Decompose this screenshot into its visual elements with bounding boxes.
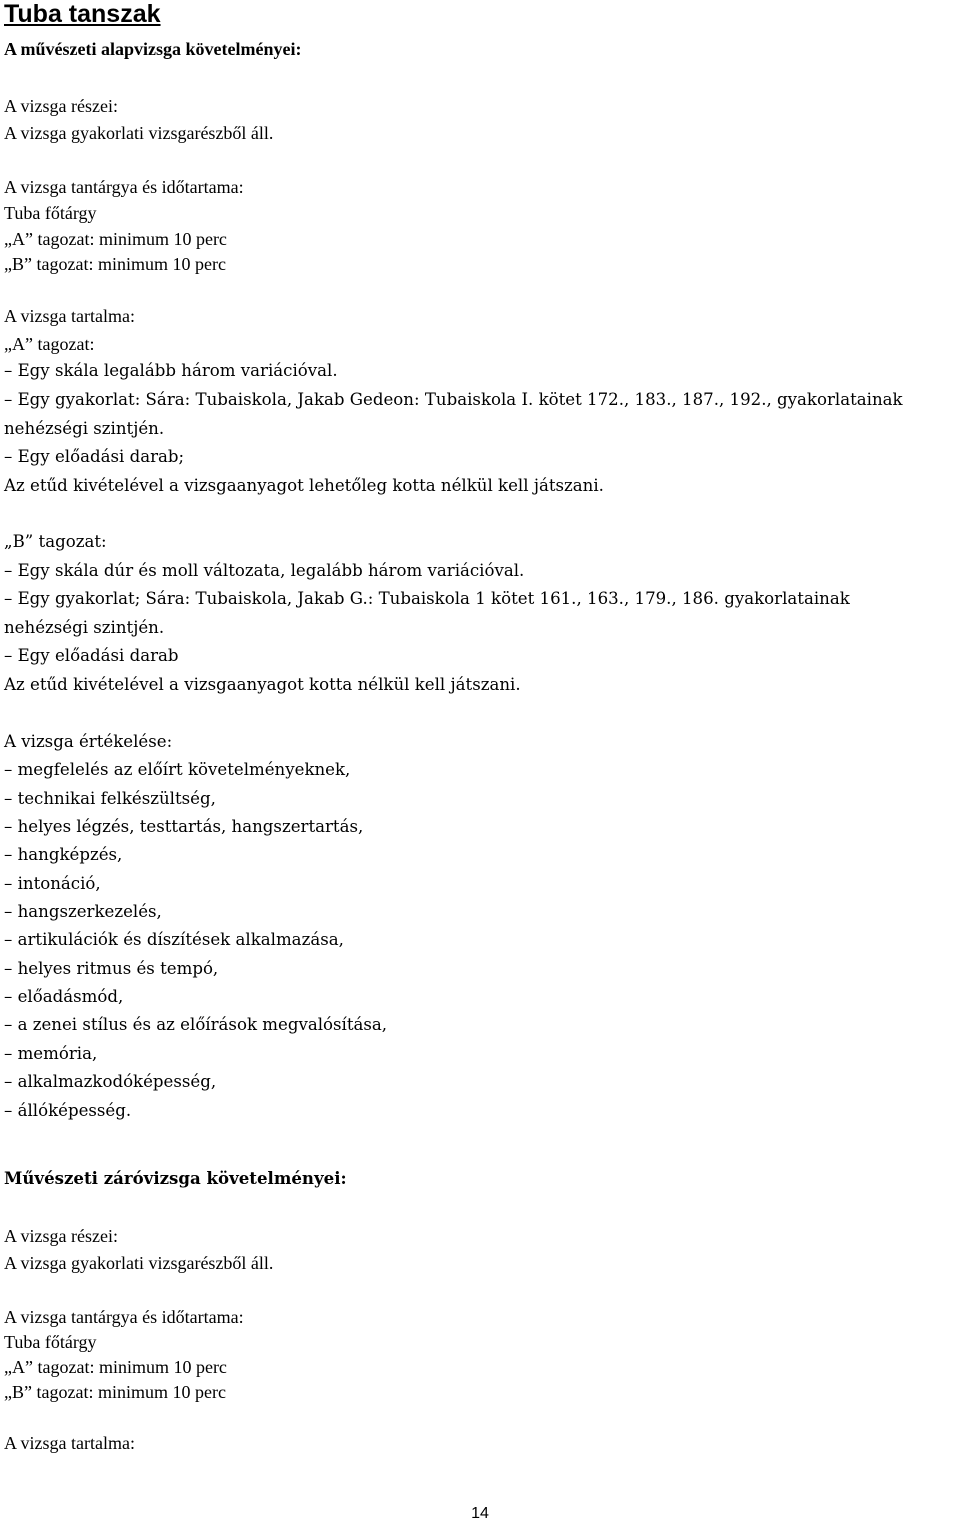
- a-item: – Egy gyakorlat: Sára: Tubaiskola, Jakab Gedeon: Tubaiskola I. kötet 172., 183., 187., 192., gyakorlatainak: [4, 390, 903, 409]
- evaluation-item: – hangszerkezelés,: [4, 902, 162, 921]
- exam-subject-name: Tuba főtárgy: [4, 1332, 97, 1352]
- b-tagozat-duration: „B” tagozat: minimum 10 perc: [4, 1382, 226, 1402]
- evaluation-item: – megfelelés az előírt követelményeknek,: [4, 760, 351, 779]
- a-item: nehézségi szintjén.: [4, 419, 165, 438]
- a-tagozat-duration: „A” tagozat: minimum 10 perc: [4, 1357, 227, 1377]
- page-title: Tuba tanszak: [4, 0, 161, 28]
- page-number: 14: [471, 1505, 489, 1522]
- evaluation-item: – technikai felkészültség,: [4, 789, 216, 808]
- evaluation-item: – előadásmód,: [4, 987, 124, 1006]
- evaluation-item: – helyes ritmus és tempó,: [4, 959, 219, 978]
- evaluation-label: A vizsga értékelése:: [4, 732, 173, 751]
- b-item: nehézségi szintjén.: [4, 618, 165, 637]
- b-tagozat-duration: „B” tagozat: minimum 10 perc: [4, 254, 226, 274]
- b-item: Az etűd kivételével a vizsgaanyagot kotta nélkül kell játszani.: [4, 675, 521, 694]
- exam-parts-text: A vizsga gyakorlati vizsgarészből áll.: [4, 123, 274, 143]
- evaluation-item: – intonáció,: [4, 874, 101, 893]
- evaluation-item: – memória,: [4, 1044, 98, 1063]
- a-item: Az etűd kivételével a vizsgaanyagot lehetőleg kotta nélkül kell játszani.: [4, 476, 604, 495]
- evaluation-item: – a zenei stílus és az előírások megvalósítása,: [4, 1015, 388, 1034]
- evaluation-item: – állóképesség.: [4, 1101, 132, 1120]
- exam-subject-name: Tuba főtárgy: [4, 203, 97, 223]
- a-tagozat-label: „A” tagozat:: [4, 334, 95, 354]
- b-item: – Egy előadási darab: [4, 646, 179, 665]
- a-item: – Egy skála legalább három variációval.: [4, 361, 338, 380]
- exam-content-label: A vizsga tartalma:: [4, 306, 135, 326]
- b-item: – Egy gyakorlat; Sára: Tubaiskola, Jakab G.: Tubaiskola 1 kötet 161., 163., 179., 186. gyakorlatainak: [4, 589, 850, 608]
- exam-subject-label: A vizsga tantárgya és időtartama:: [4, 177, 244, 197]
- a-item: – Egy előadási darab;: [4, 447, 185, 466]
- evaluation-item: – alkalmazkodóképesség,: [4, 1072, 217, 1091]
- evaluation-item: – helyes légzés, testtartás, hangszertartás,: [4, 817, 364, 836]
- evaluation-item: – artikulációk és díszítések alkalmazása,: [4, 930, 344, 949]
- exam-content-label: A vizsga tartalma:: [4, 1433, 135, 1453]
- b-tagozat-label: „B” tagozat:: [4, 532, 107, 551]
- evaluation-item: – hangképzés,: [4, 845, 123, 864]
- exam-subject-label: A vizsga tantárgya és időtartama:: [4, 1307, 244, 1327]
- exam-parts-label: A vizsga részei:: [4, 1226, 118, 1246]
- a-tagozat-duration: „A” tagozat: minimum 10 perc: [4, 229, 227, 249]
- section-heading-zarovizsga: Művészeti záróvizsga követelményei:: [4, 1168, 347, 1188]
- section-heading-alapvizsga: A művészeti alapvizsga követelményei:: [4, 39, 302, 59]
- b-item: – Egy skála dúr és moll változata, legalább három variációval.: [4, 561, 525, 580]
- exam-parts-label: A vizsga részei:: [4, 96, 118, 116]
- exam-parts-text: A vizsga gyakorlati vizsgarészből áll.: [4, 1253, 274, 1273]
